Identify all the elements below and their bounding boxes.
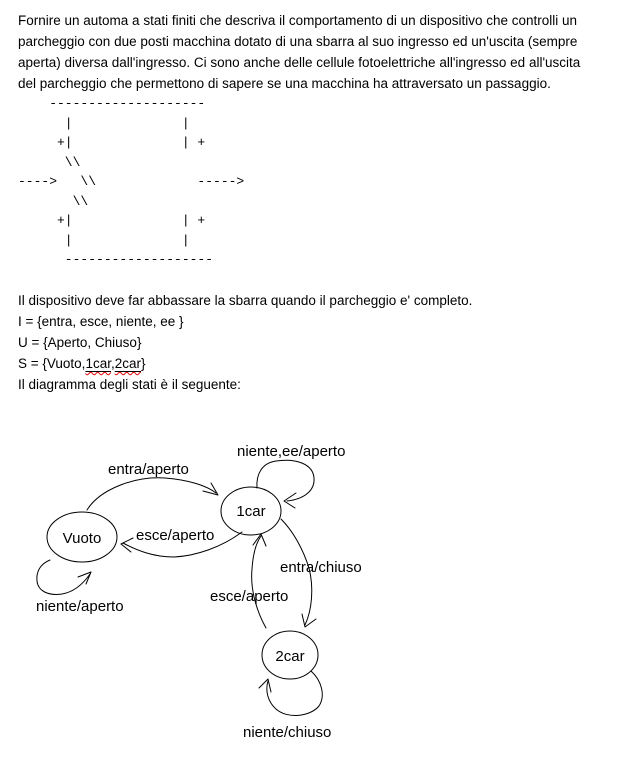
transition-2car-1car-path (252, 536, 266, 628)
state-diagram (0, 400, 635, 769)
state-2car-text: 2car (114, 356, 141, 371)
transition-label-entra-aperto: entra/aperto (108, 461, 189, 478)
ascii-line: +| | + (18, 135, 206, 150)
transition-label-niente-ee-aperto: niente,ee/aperto (237, 443, 346, 460)
ascii-top-wall: -------------------- (18, 96, 206, 111)
state-set-line (18, 353, 472, 374)
misspelled-word-wrap (85, 356, 111, 371)
intro-line-1: Fornire un automa a stati finiti che descriva il comportamento di un dispositivo che controlli un (18, 13, 578, 28)
state-set-suffix: } (141, 356, 146, 371)
ascii-barrier-line: \\ (18, 154, 81, 170)
transition-label-niente-chiuso: niente/chiuso (243, 724, 332, 741)
misspelled-word-wrap (115, 356, 141, 371)
selfloop-1car-path (257, 460, 314, 501)
state-set-prefix: S = {Vuoto, (18, 356, 86, 371)
arrowhead-selfloop-vuoto (78, 572, 91, 584)
parking-ascii-sketch (18, 94, 244, 270)
selfloop-vuoto-path (37, 560, 90, 594)
transition-label-esce-aperto-lower: esce/aperto (210, 588, 289, 605)
arrowhead-into-2car (302, 614, 316, 627)
ascii-line: | | (18, 115, 190, 131)
state-label-1car: 1car (236, 503, 266, 520)
input-set-line: I = {entra, esce, niente, ee } (18, 314, 184, 329)
completion-rule-line: Il dispositivo deve far abbassare la sbarra quando il parcheggio e' completo. (18, 293, 473, 308)
selfloop-2car-path (267, 671, 322, 715)
closing-line: Il diagramma degli stati è il seguente: (18, 377, 241, 392)
ascii-line: +| | + (18, 213, 206, 228)
output-set-line: U = {Aperto, Chiuso} (18, 335, 142, 350)
arrowhead-into-1car-bottom (253, 534, 266, 546)
state-1car-text: 1car (85, 356, 111, 371)
ascii-bottom-wall: ------------------- (18, 252, 214, 267)
intro-line-2: parcheggio con due posti macchina dotato di una sbarra al suo ingresso ed un'uscita (sempre (18, 34, 578, 49)
description-block (18, 290, 472, 395)
transition-vuoto-1car-path (87, 478, 216, 510)
intro-line-4: del parcheggio che permettono di sapere se una macchina ha attraversato un passaggio. (18, 76, 551, 91)
transition-label-esce-aperto-upper: esce/aperto (136, 527, 215, 544)
arrowhead-selfloop-2car (259, 679, 271, 692)
intro-paragraph (18, 10, 580, 94)
ascii-entry-exit-arrows: ----> \\ -----> (18, 174, 245, 189)
state-set-comma: , (110, 356, 115, 371)
transition-label-niente-aperto: niente/aperto (36, 598, 124, 615)
transition-label-entra-chiuso: entra/chiuso (280, 559, 362, 576)
ascii-line: | | (18, 232, 190, 248)
ascii-barrier-line: \\ (18, 193, 89, 209)
state-label-2car: 2car (275, 648, 305, 665)
intro-line-3: aperta) diversa dall'ingresso. Ci sono anche delle cellule fotoelettriche all'ingresso ed all'uscita (18, 55, 581, 70)
state-label-vuoto: Vuoto (62, 530, 102, 547)
